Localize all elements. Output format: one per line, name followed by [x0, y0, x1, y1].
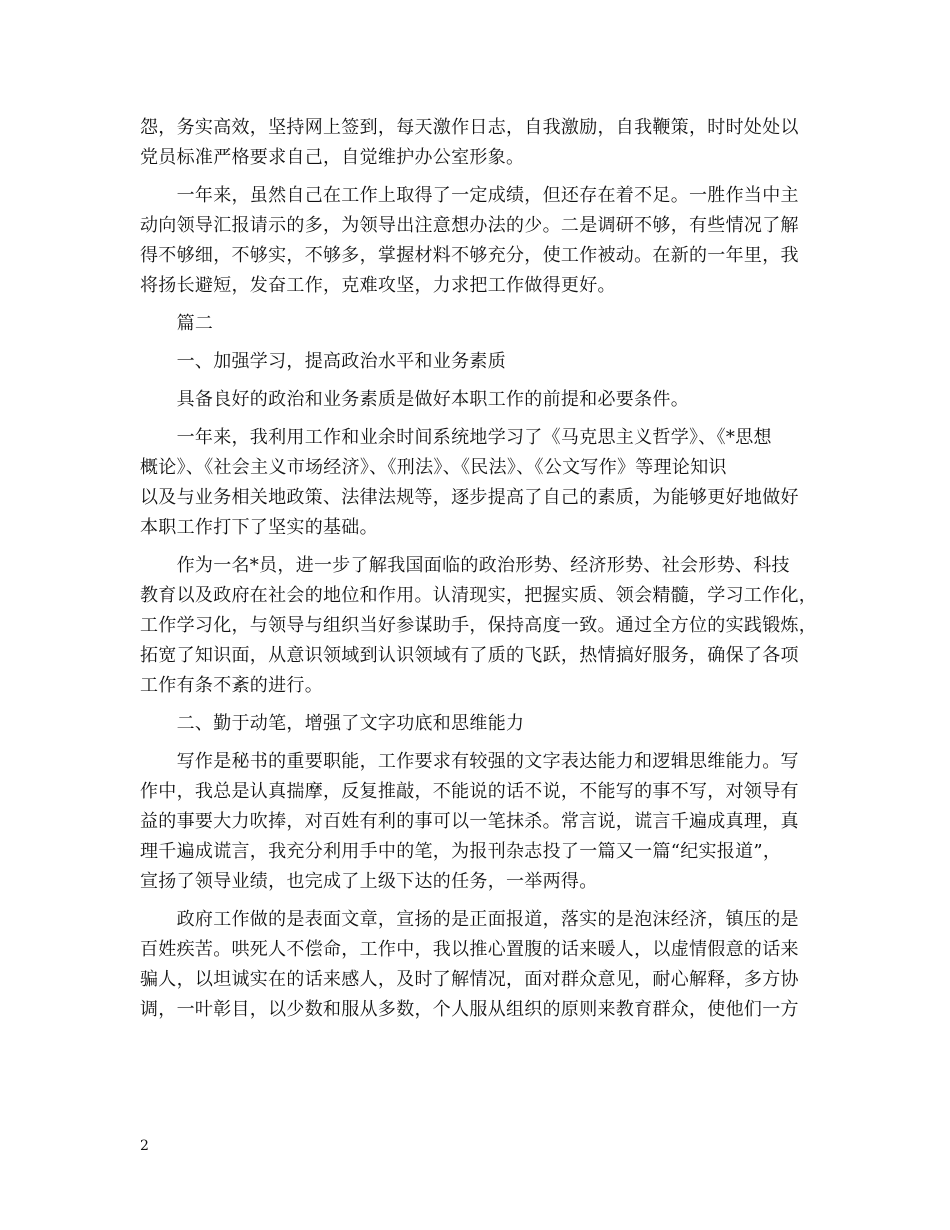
text-line: 拓宽了知识面，从意识领域到认识领域有了质的飞跃，热情搞好服务，确保了各项	[140, 645, 799, 666]
text-line: 写作是秘书的重要职能，工作要求有较强的文字表达能力和逻辑思维能力。写	[140, 751, 799, 772]
text-line: 作为一名*员，进一步了解我国面临的政治形势、经济形势、社会形势、科技	[140, 555, 790, 576]
text-line: 怨，务实高效，坚持网上签到，每天激作日志，自我激励，自我鞭策，时时处处以	[140, 117, 799, 138]
text-line: 政府工作做的是表面文章，宣扬的是正面报道，落实的是泡沫经济，镇压的是	[140, 909, 799, 930]
text-line: 教育以及政府在社会的地位和作用。认清现实，把握实质、领会精髓，学习工作化，	[140, 585, 818, 606]
text-line: 将扬长避短，发奋工作，克难攻坚，力求把工作做得更好。	[140, 275, 616, 296]
text-line: 作中，我总是认真揣摩，反复推敲，不能说的话不说，不能写的事不写，对领导有	[140, 781, 799, 802]
text-line: 益的事要大力吹捧，对百姓有利的事可以一笔抹杀。常言说，谎言千遍成真理，真	[140, 811, 799, 832]
text-line: 二、勤于动笔，增强了文字功底和思维能力	[140, 713, 525, 734]
page-number: 2	[140, 1138, 149, 1154]
text-line: 一年来，我利用工作和业余时间系统地学习了《马克思主义哲学》、《*思想	[140, 427, 772, 448]
text-line: 工作有条不紊的进行。	[140, 675, 323, 696]
paragraph-6	[140, 423, 820, 543]
text-line: 一、加强学习，提高政治水平和业务素质	[140, 351, 506, 372]
text-line: 党员标准严格要求自己，自觉维护办公室形象。	[140, 147, 525, 168]
text-line: 得不够细，不够实，不够多，掌握材料不够充分，使工作被动。在新的一年里，我	[140, 245, 799, 266]
text-line: 以及与业务相关地政策、法律法规等，逐步提高了自己的素质，为能够更好地做好	[140, 487, 799, 508]
section-heading-2	[140, 709, 820, 739]
document-body	[140, 113, 820, 1025]
paragraph-10	[140, 905, 820, 1025]
text-line: 动向领导汇报请示的多，为领导出注意想办法的少。二是调研不够，有些情况了解	[140, 215, 799, 236]
text-line: 工作学习化，与领导与组织当好参谋助手，保持高度一致。通过全方位的实践锻炼，	[140, 615, 818, 636]
section-heading-pian-er	[140, 309, 820, 339]
paragraph-5	[140, 385, 820, 415]
text-line: 理千遍成谎言，我充分利用手中的笔，为报刊杂志投了一篇又一篇“纪实报道”，	[140, 841, 782, 862]
paragraph-1	[140, 113, 820, 173]
text-line: 宣扬了领导业绩，也完成了上级下达的任务，一举两得。	[140, 871, 598, 892]
text-line: 本职工作打下了坚实的基础。	[140, 517, 378, 538]
text-line: 骗人，以坦诚实在的话来感人，及时了解情况，面对群众意见，耐心解释，多方协	[140, 969, 799, 990]
text-line: 具备良好的政治和业务素质是做好本职工作的前提和必要条件。	[140, 389, 689, 410]
text-line: 篇二	[140, 313, 214, 334]
paragraph-2	[140, 181, 820, 301]
text-line: 调，一叶彰目，以少数和服从多数，个人服从组织的原则来教育群众，使他们一方	[140, 999, 799, 1020]
text-line: 概论》、《社会主义市场经济》、《刑法》、《民法》、《公文写作》等理论知识	[140, 457, 727, 478]
paragraph-7	[140, 551, 820, 701]
text-line: 一年来，虽然自己在工作上取得了一定成绩，但还存在着不足。一胜作当中主	[140, 185, 799, 206]
section-heading-1	[140, 347, 820, 377]
paragraph-9	[140, 747, 820, 897]
text-line: 百姓疾苦。哄死人不偿命，工作中，我以推心置腹的话来暖人，以虚情假意的话来	[140, 939, 799, 960]
